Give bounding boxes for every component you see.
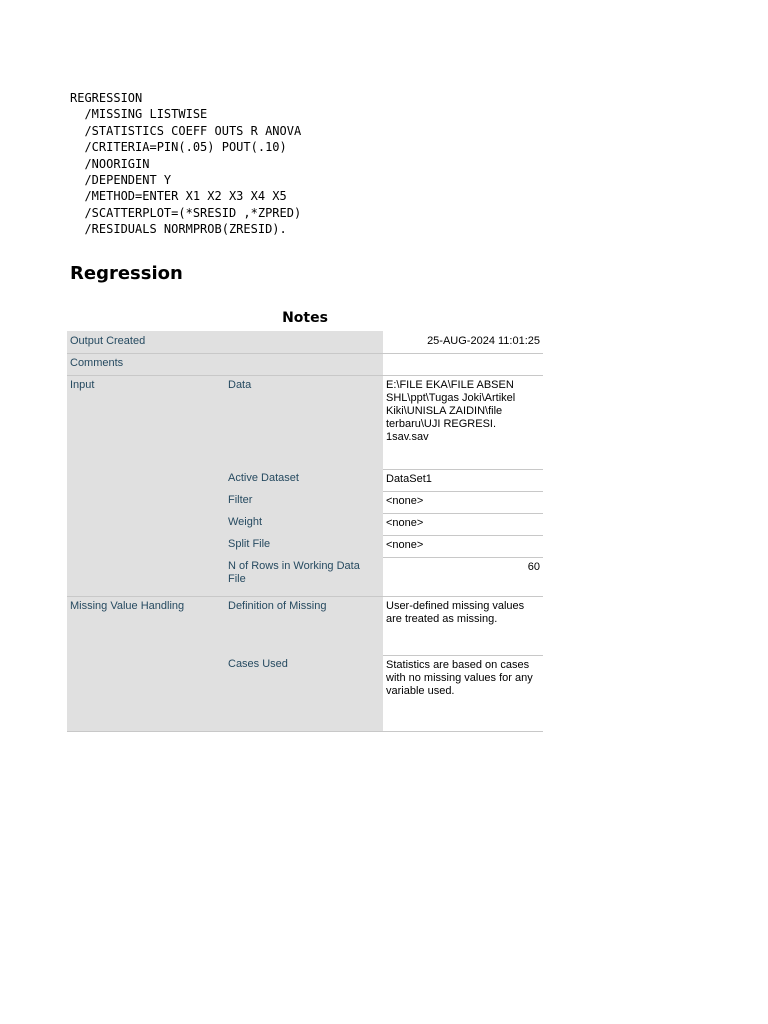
filter-value: <none>: [383, 491, 543, 513]
output-created-value: 25-AUG-2024 11:01:25: [383, 331, 543, 353]
syntax-line: /CRITERIA=PIN(.05) POUT(.10): [70, 140, 287, 155]
syntax-line: REGRESSION: [70, 91, 143, 105]
weight-value: <none>: [383, 513, 543, 535]
row-subheader-weight: Weight: [225, 513, 383, 535]
syntax-block: [70, 90, 301, 238]
row-subheader-split-file: Split File: [225, 535, 383, 557]
syntax-line: /MISSING LISTWISE: [70, 107, 208, 122]
definition-of-missing-value: User-defined missing values are treated as missing.: [383, 596, 543, 655]
row-subheader-data: Data: [225, 375, 383, 469]
row-subheader-active-dataset: Active Dataset: [225, 469, 383, 491]
data-file-value: E:\FILE EKA\FILE ABSEN SHL\ppt\Tugas Joki\Artikel Kiki\UNISLA ZAIDIN\file terbaru\UJI REGRESI. 1sav.sav: [383, 375, 543, 469]
syntax-line: /METHOD=ENTER X1 X2 X3 X4 X5: [70, 189, 287, 204]
syntax-line: /RESIDUALS NORMPROB(ZRESID).: [70, 222, 287, 237]
row-subheader-n-rows: N of Rows in Working Data File: [225, 557, 383, 596]
row-header-input: Input: [67, 375, 225, 596]
table-row: [67, 331, 543, 353]
table-row: [67, 353, 543, 375]
row-header-missing-value-handling: Missing Value Handling: [67, 596, 225, 731]
notes-table-title: Notes: [282, 310, 328, 326]
split-file-value: <none>: [383, 535, 543, 557]
section-heading: Regression: [70, 263, 183, 284]
table-row: [67, 596, 543, 655]
table-row: [67, 375, 543, 469]
syntax-line: /DEPENDENT Y: [70, 172, 172, 187]
row-header-output-created: Output Created: [67, 331, 383, 353]
syntax-line: /NOORIGIN: [70, 156, 150, 171]
row-subheader-filter: Filter: [225, 491, 383, 513]
row-subheader-definition-of-missing: Definition of Missing: [225, 596, 383, 655]
active-dataset-value: DataSet1: [383, 469, 543, 491]
syntax-line: /SCATTERPLOT=(*SRESID ,*ZPRED): [70, 205, 302, 220]
row-header-comments: Comments: [67, 353, 383, 375]
cases-used-value: Statistics are based on cases with no missing values for any variable used.: [383, 655, 543, 731]
notes-table: [67, 331, 543, 732]
syntax-line: /STATISTICS COEFF OUTS R ANOVA: [70, 123, 302, 138]
comments-value: [383, 353, 543, 375]
n-rows-value: 60: [383, 557, 543, 596]
row-subheader-cases-used: Cases Used: [225, 655, 383, 731]
